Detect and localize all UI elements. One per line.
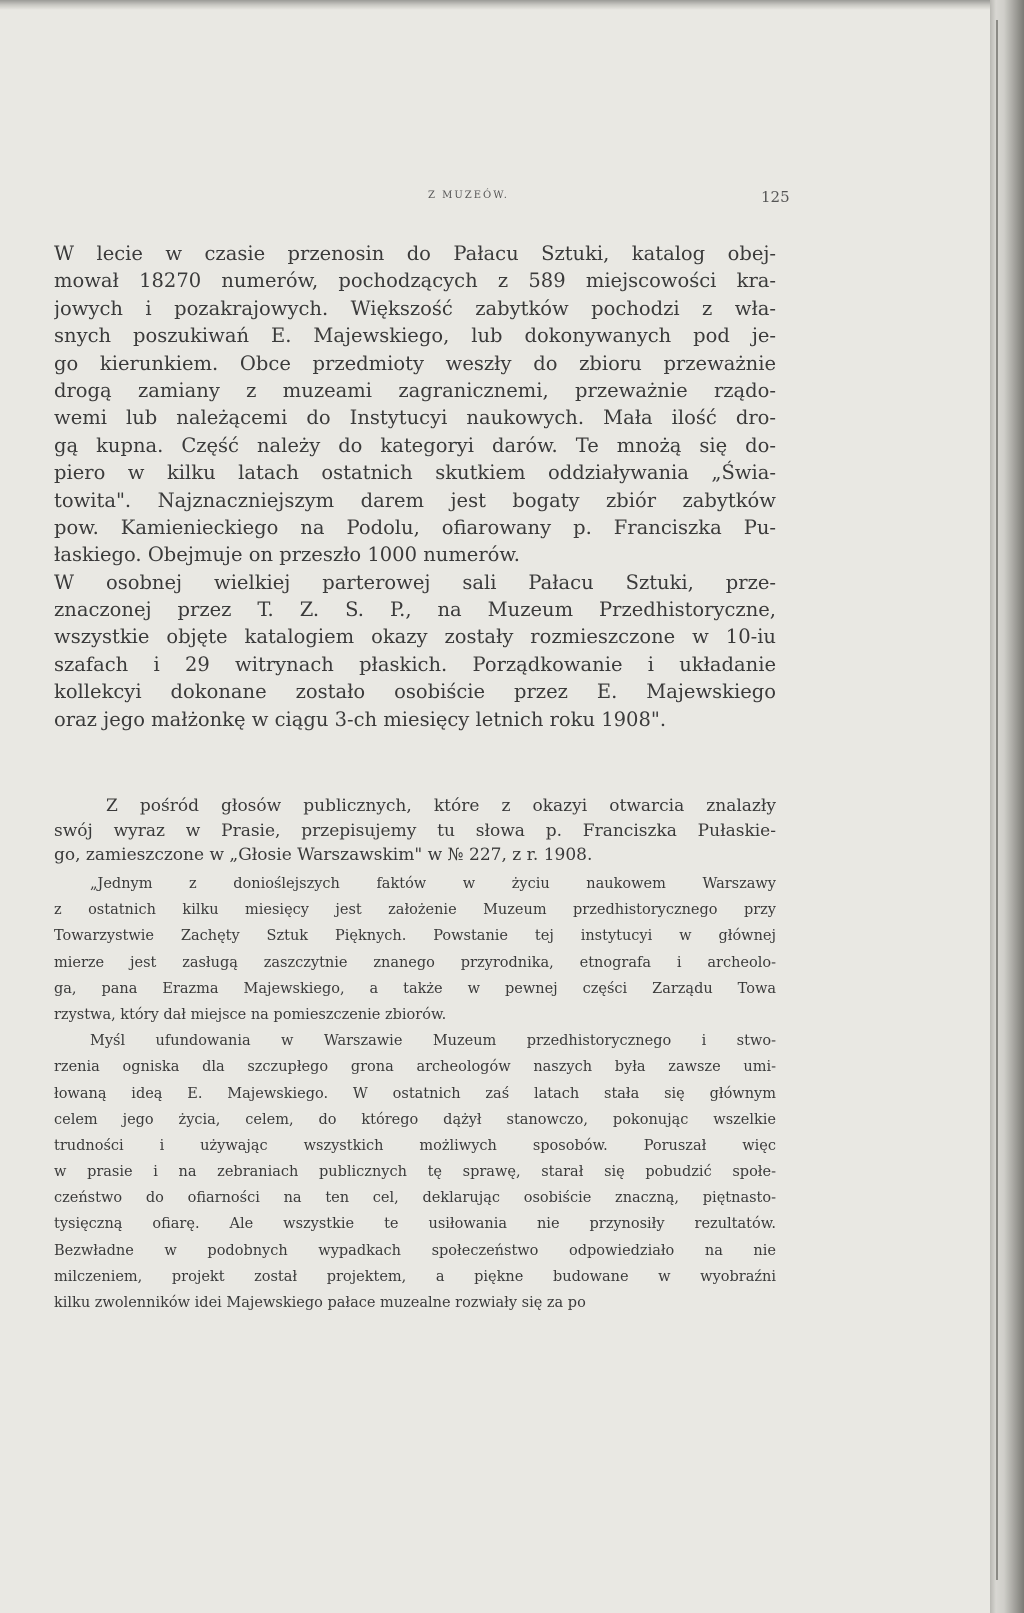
text-line: Myśl ufundowania w Warszawie Muzeum przedhistorycznego i stwo- (90, 1033, 776, 1050)
book-binding-edge (990, 0, 1024, 1613)
text-line: tysięczną ofiarę. Ale wszystkie te usiłowania nie przynosiły rezultatów. (54, 1216, 776, 1233)
text-line: łaskiego. Obejmuje on przeszło 1000 numerów. (54, 543, 520, 567)
running-head (0, 188, 1024, 208)
text-line: z ostatnich kilku miesięcy jest założenie Muzeum przedhistorycznego przy (54, 902, 776, 919)
text-line: W osobnej wielkiej parterowej sali Pałacu Sztuki, prze- (54, 570, 776, 594)
text-line: go kierunkiem. Obce przedmioty weszły do zbioru przeważnie (54, 351, 776, 375)
text-line: towita". Najznaczniejszym darem jest bogaty zbiór zabytków (54, 488, 776, 512)
running-head-title: Z MUZEÓW. (428, 190, 509, 201)
paragraph-press-intro (54, 794, 776, 868)
text-line: jowych i pozakrajowych. Większość zabytków pochodzi z wła- (54, 296, 776, 320)
text-line: piero w kilku latach ostatnich skutkiem oddziaływania „Świa- (54, 461, 776, 485)
text-line: kollekcyi dokonane zostało osobiście przez E. Majewskiego (54, 680, 776, 704)
text-line: znaczonej przez T. Z. S. P., na Muzeum Przedhistoryczne, (54, 598, 776, 622)
text-line: wemi lub należącemi do Instytucyi naukowych. Mała ilość dro- (54, 406, 776, 430)
paragraph-museum-catalog (54, 240, 776, 733)
text-line: łowaną ideą E. Majewskiego. W ostatnich zaś latach stała się głównym (54, 1085, 776, 1102)
text-line: trudności i używając wszystkich możliwych sposobów. Poruszał więc (54, 1137, 776, 1154)
text-line: mował 18270 numerów, pochodzących z 589 miejscowości kra- (54, 269, 776, 293)
text-line: go, zamieszczone w „Głosie Warszawskim" w № 227, z r. 1908. (54, 845, 593, 865)
text-line: snych poszukiwań E. Majewskiego, lub dokonywanych pod je- (54, 324, 776, 348)
text-line: gą kupna. Część należy do kategoryi darów. Te mnożą się do- (54, 433, 776, 457)
text-line: szafach i 29 witrynach płaskich. Porządkowanie i układanie (54, 652, 776, 676)
text-line: kilku zwolenników idei Majewskiego pałace muzealne rozwiały się za po (54, 1295, 586, 1311)
text-line: W lecie w czasie przenosin do Pałacu Sztuki, katalog obej- (54, 242, 776, 265)
binding-crease (996, 20, 998, 1580)
text-line: rzenia ogniska dla szczupłego grona archeologów naszych była zawsze umi- (54, 1059, 776, 1076)
text-line: mierze jest zasługą zaszczytnie znanego przyrodnika, etnografa i archeolo- (54, 954, 776, 971)
text-line: Towarzystwie Zachęty Sztuk Pięknych. Powstanie tej instytucyi w głównej (54, 928, 776, 945)
text-line: rzystwa, który dał miejsce na pomieszczenie zbiorów. (54, 1006, 447, 1023)
text-line: milczeniem, projekt został projektem, a piękne budowane w wyobraźni (54, 1268, 776, 1285)
text-line: drogą zamiany z muzeami zagranicznemi, przeważnie rządo- (54, 378, 776, 402)
text-line: pow. Kamienieckiego na Podolu, ofiarowany p. Franciszka Pu- (54, 515, 776, 539)
text-line: Z pośród głosów publicznych, które z okazyi otwarcia znalazły (106, 796, 776, 816)
text-line: ga, pana Erazma Majewskiego, a także w pewnej części Zarządu Towa (54, 980, 776, 997)
page-top-edge (0, 0, 1024, 10)
text-line: Bezwładne w podobnych wypadkach społeczeństwo odpowiedziało na nie (54, 1242, 776, 1259)
text-line: czeństwo do ofiarności na ten cel, deklarując osobiście znaczną, piętnasto- (54, 1190, 776, 1207)
text-line: „Jednym z donioślejszych faktów w życiu naukowem Warszawy (90, 876, 776, 892)
quoted-press-article (54, 871, 776, 1316)
text-line: oraz jego małżonkę w ciągu 3-ch miesięcy letnich roku 1908". (54, 707, 667, 731)
text-line: w prasie i na zebraniach publicznych tę sprawę, starał się pobudzić społe- (54, 1164, 776, 1181)
text-line: swój wyraz w Prasie, przepisujemy tu słowa p. Franciszka Pułaskie- (54, 820, 776, 841)
text-line: celem jego życia, celem, do którego dążył stanowczo, pokonując wszelkie (54, 1111, 776, 1128)
text-line: wszystkie objęte katalogiem okazy zostały rozmieszczone w 10-iu (54, 625, 776, 649)
page-number: 125 (761, 188, 790, 206)
